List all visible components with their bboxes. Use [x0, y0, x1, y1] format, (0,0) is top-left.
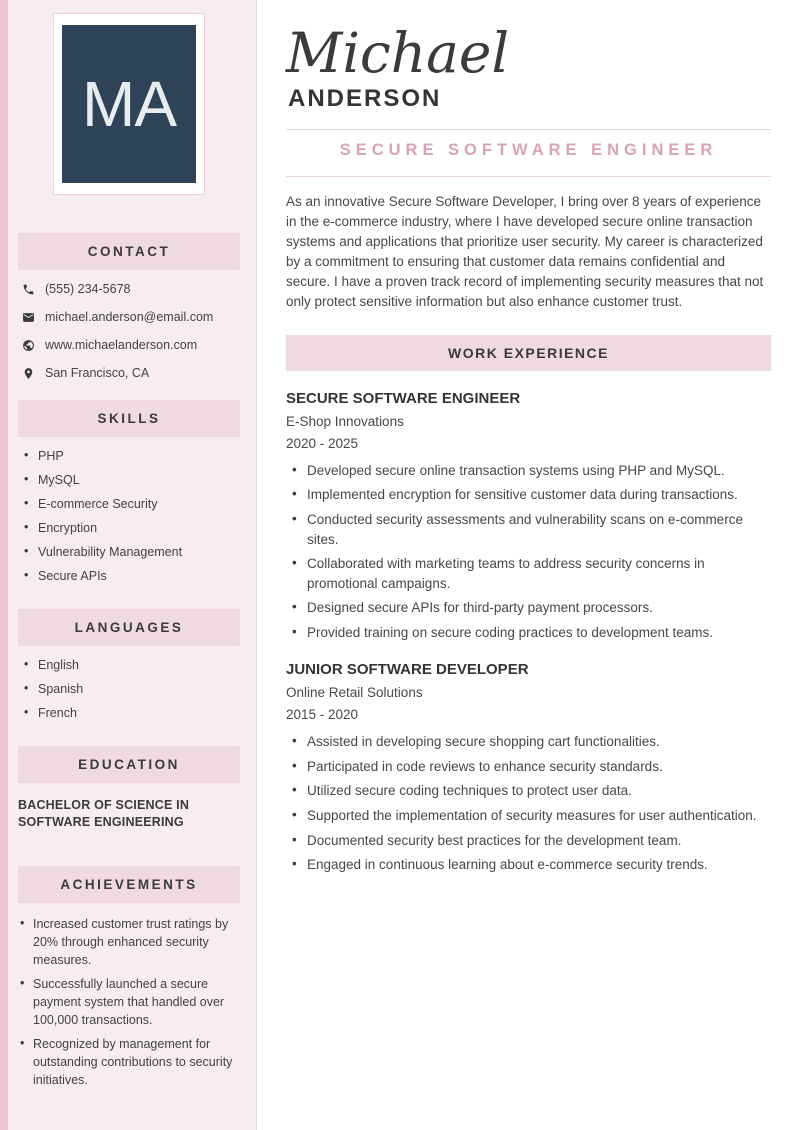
skill-item: • MySQL: [24, 473, 240, 487]
job-bullet-list: [292, 461, 771, 643]
contact-email-text: michael.anderson@email.com: [45, 310, 214, 324]
skills-section-header: SKILLS: [18, 400, 240, 437]
contact-item-email: [22, 310, 240, 324]
email-icon: [22, 311, 35, 324]
contact-section-header: CONTACT: [18, 233, 240, 270]
globe-icon: [22, 339, 35, 352]
achievements-list: [20, 915, 240, 1089]
skill-item: • Secure APIs: [24, 569, 240, 583]
job-title: SECURE SOFTWARE ENGINEER: [286, 389, 521, 407]
contact-list: [22, 282, 240, 380]
phone-icon: [22, 283, 35, 296]
contact-website-text: www.michaelanderson.com: [45, 338, 198, 352]
role-title: SECURE SOFTWARE ENGINEER: [339, 141, 718, 159]
contact-item-location: [22, 366, 240, 380]
job-dates: 2015 - 2020: [286, 707, 359, 723]
job-bullet: • Participated in code reviews to enhance security standards.: [292, 757, 771, 777]
monogram-initials: MA: [82, 68, 176, 140]
job-bullet: • Implemented encryption for sensitive customer data during transactions.: [292, 485, 771, 505]
languages-list: [24, 658, 240, 720]
language-item: • English: [24, 658, 240, 672]
divider: [286, 176, 771, 177]
job-bullet: • Conducted security assessments and vulnerability scans on e-commerce sites.: [292, 510, 771, 549]
job-dates: 2020 - 2025: [286, 435, 359, 451]
skill-item: • E-commerce Security: [24, 497, 240, 511]
job-bullet: • Provided training on secure coding practices to development teams.: [292, 623, 771, 643]
degree-text: BACHELOR OF SCIENCE IN SOFTWARE ENGINEERING: [18, 798, 190, 830]
job-bullet: • Engaged in continuous learning about e-commerce security trends.: [292, 855, 771, 875]
skill-item: • PHP: [24, 449, 240, 463]
monogram-frame: [53, 13, 205, 195]
achievement-item: • Recognized by management for outstanding contributions to security initiatives.: [20, 1035, 240, 1089]
job-entry: [286, 661, 771, 874]
language-item: • French: [24, 706, 240, 720]
achievement-item: • Successfully launched a secure payment system that handled over 100,000 transactions.: [20, 975, 240, 1029]
contact-item-phone: [22, 282, 240, 296]
contact-location-text: San Francisco, CA: [45, 366, 150, 380]
achievement-item: • Increased customer trust ratings by 20% through enhanced security measures.: [20, 915, 240, 969]
job-bullet: • Collaborated with marketing teams to address security concerns in promotional campaigns.: [292, 554, 771, 593]
job-bullet: • Assisted in developing secure shopping cart functionalities.: [292, 732, 771, 752]
job-title: JUNIOR SOFTWARE DEVELOPER: [286, 661, 529, 679]
last-name: ANDERSON: [288, 85, 442, 112]
work-experience-header: WORK EXPERIENCE: [286, 335, 771, 371]
job-bullet: • Supported the implementation of security measures for user authentication.: [292, 806, 771, 826]
sidebar: [8, 0, 257, 1130]
job-entry: [286, 390, 771, 643]
job-company: E-Shop Innovations: [286, 413, 404, 429]
job-company: Online Retail Solutions: [286, 685, 423, 701]
location-icon: [22, 367, 35, 380]
main-content: [257, 0, 800, 1130]
skill-item: • Encryption: [24, 521, 240, 535]
contact-phone-text: (555) 234-5678: [45, 282, 131, 296]
skill-item: • Vulnerability Management: [24, 545, 240, 559]
first-name: Michael: [286, 21, 510, 85]
job-bullet: • Documented security best practices for the development team.: [292, 831, 771, 851]
divider: [286, 129, 771, 130]
skills-list: [24, 449, 240, 583]
job-bullet: • Designed secure APIs for third-party payment processors.: [292, 598, 771, 618]
achievements-section-header: ACHIEVEMENTS: [18, 866, 240, 903]
languages-section-header: LANGUAGES: [18, 609, 240, 646]
education-section-header: EDUCATION: [18, 746, 240, 783]
accent-stripe: [0, 0, 8, 1130]
language-item: • Spanish: [24, 682, 240, 696]
job-bullet-list: [292, 732, 771, 874]
contact-item-website: [22, 338, 240, 352]
job-bullet: • Utilized secure coding techniques to protect user data.: [292, 781, 771, 801]
monogram-box: [62, 25, 196, 183]
summary-text: As an innovative Secure Software Developer, I bring over 8 years of experience in the e-commerce industry, where I have developed secure online transaction systems and applications that prioritize user security. My career is characterized by a commitment to ensuring that customer data remains confidential and secure. I have a proven track record of implementing security measures that not only protect sensitive information but also enhance customer trust.: [286, 194, 764, 309]
job-bullet: • Developed secure online transaction systems using PHP and MySQL.: [292, 461, 771, 481]
